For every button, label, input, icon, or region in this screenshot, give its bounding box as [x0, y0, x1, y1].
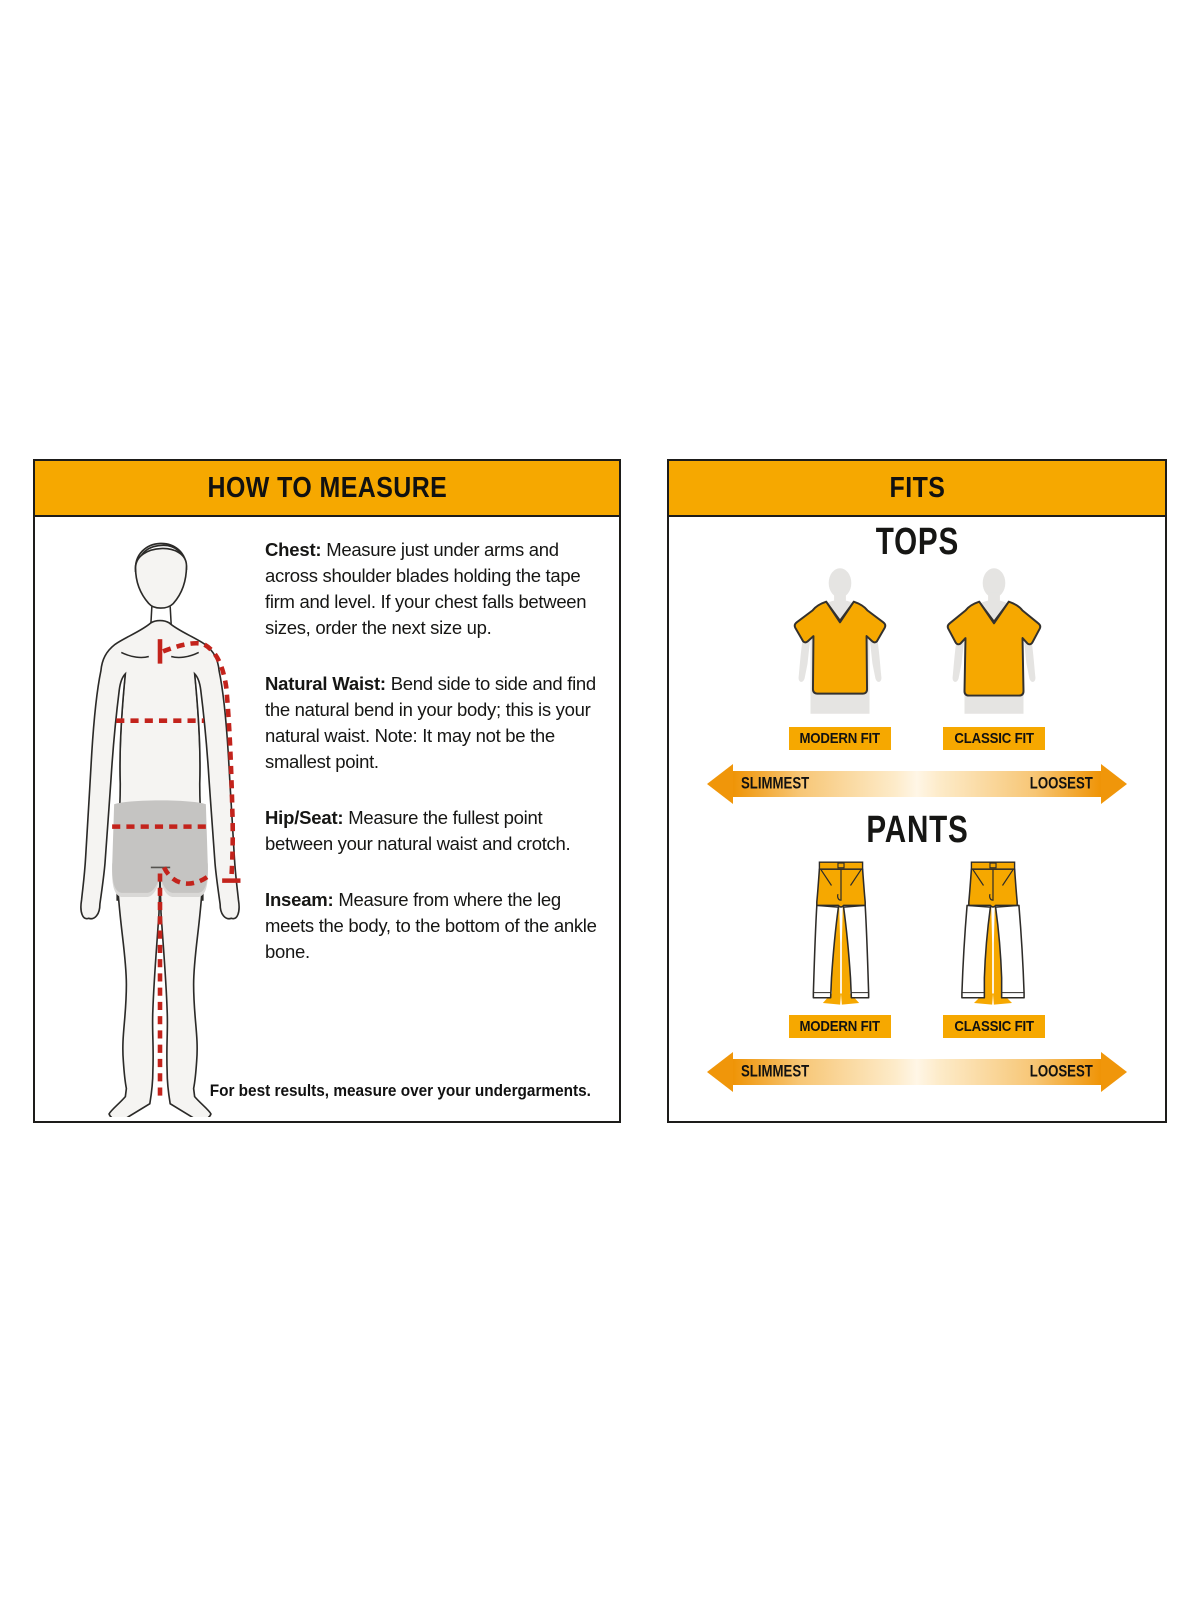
measure-figure-svg — [57, 521, 263, 1117]
pants-modern-illustration — [791, 857, 891, 1009]
measure-section-natural-waist — [265, 671, 605, 775]
tops-fit-badges — [789, 727, 1045, 750]
chest-label: Chest: — [265, 539, 322, 560]
figure-left-leg — [109, 878, 160, 1117]
tops-fit-scale-arrow — [733, 771, 1101, 797]
how-to-measure-title: HOW TO MEASURE — [207, 471, 447, 504]
how-to-measure-header — [35, 461, 619, 517]
figure-right-leg — [160, 878, 211, 1117]
figure-head — [136, 548, 187, 608]
chest-text: Measure just under arms and across shoulder blades holding the tape firm and level. If your chest falls between sizes, order the next size up. — [265, 539, 587, 638]
pants-scale-label-loosest: LOOSEST — [1029, 1062, 1093, 1081]
how-to-measure-panel — [33, 459, 621, 1123]
how-to-measure-body — [35, 517, 619, 1121]
measure-figure-illustration — [57, 521, 263, 1117]
tshirt-modern-illustration — [781, 565, 899, 717]
fit-badge-tops-modern: MODERN FIT — [789, 727, 891, 750]
hip-seat-label: Hip/Seat: — [265, 807, 344, 828]
measure-section-hip-seat — [265, 805, 605, 857]
measure-instructions — [265, 537, 605, 995]
fits-body — [669, 517, 1165, 1121]
tops-scale-label-slimmest: SLIMMEST — [741, 774, 810, 793]
fit-badge-tops-classic: CLASSIC FIT — [943, 727, 1045, 750]
tops-scale-label-loosest: LOOSEST — [1029, 774, 1093, 793]
fit-badge-pants-classic: CLASSIC FIT — [943, 1015, 1045, 1038]
tshirt-classic-illustration — [935, 565, 1053, 717]
pants-scale-label-slimmest: SLIMMEST — [741, 1062, 810, 1081]
fits-title: FITS — [889, 471, 945, 504]
measure-note: For best results, measure over your undergarments. — [209, 1082, 591, 1100]
measure-section-chest — [265, 537, 605, 641]
measure-section-inseam — [265, 887, 605, 965]
natural-waist-text: Bend side to side and find the natural bend in your body; this is your natural waist. Note: It may not be the smallest point. — [265, 673, 596, 772]
pants-illustrations-row — [791, 857, 1043, 1009]
pants-heading: PANTS — [865, 809, 969, 851]
pants-classic-illustration — [943, 857, 1043, 1009]
hip-seat-text: Measure the fullest point between your natural waist and crotch. — [265, 807, 571, 854]
inseam-text: Measure from where the leg meets the body, to the bottom of the ankle bone. — [265, 889, 597, 962]
pants-fit-scale-arrow — [733, 1059, 1101, 1085]
fits-header — [669, 461, 1165, 517]
fit-badge-pants-modern: MODERN FIT — [789, 1015, 891, 1038]
fits-panel — [667, 459, 1167, 1123]
natural-waist-label: Natural Waist: — [265, 673, 386, 694]
tops-heading: TOPS — [875, 521, 959, 563]
tops-illustrations-row — [781, 565, 1053, 717]
pants-fit-badges — [789, 1015, 1045, 1038]
inseam-label: Inseam: — [265, 889, 334, 910]
